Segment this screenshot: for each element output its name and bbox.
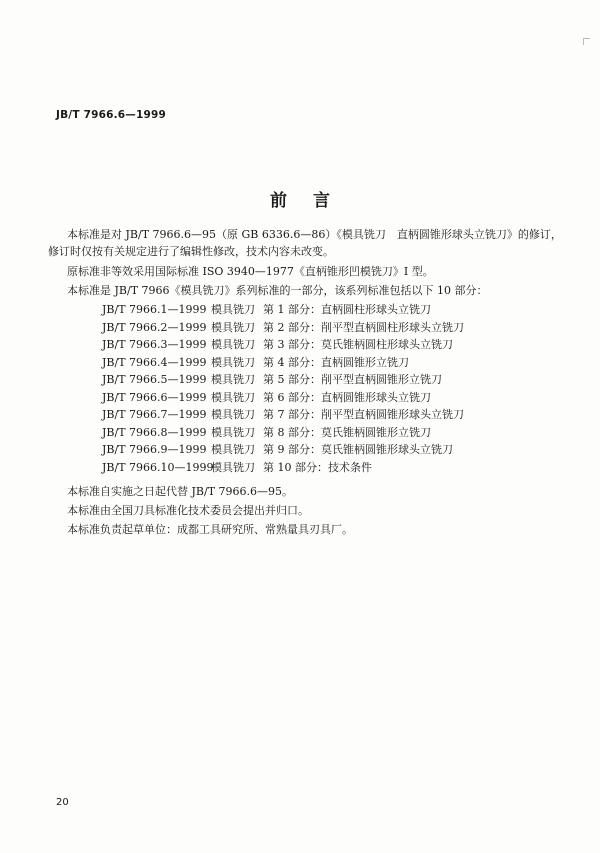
list-item — [102, 319, 464, 337]
part-desc: 第 2 部分：削平型直柄圆柱形球头立铣刀 — [263, 320, 464, 334]
part-code: JB/T 7966.9—1999 — [102, 443, 207, 456]
part-name: 模具铣刀 — [211, 425, 255, 439]
part-code: JB/T 7966.4—1999 — [102, 355, 207, 369]
paragraph-committee: 本标准由全国刀具标准化技术委员会提出并归口。 — [67, 504, 309, 517]
part-desc: 第 3 部分：莫氏锥柄圆柱形球头立铣刀 — [263, 338, 453, 351]
list-item — [102, 336, 464, 354]
list-item — [102, 441, 464, 459]
standard-number: JB/T 7966.6—1999 — [56, 109, 167, 121]
part-code: JB/T 7966.5—1999 — [102, 373, 207, 386]
part-name: 模具铣刀 — [211, 320, 255, 334]
part-desc: 第 6 部分：直柄圆锥形球头立铣刀 — [263, 390, 431, 404]
part-desc: 第 5 部分：削平型直柄圆锥形立铣刀 — [263, 373, 442, 386]
part-name: 模具铣刀 — [211, 373, 255, 386]
paragraph-series-intro: 本标准是 JB/T 7966《模具铣刀》系列标准的一部分，该系列标准包括以下 10 部分： — [67, 284, 488, 297]
paragraph-supersedes: 本标准自实施之日起代替 JB/T 7966.6—95。 — [67, 485, 294, 498]
part-desc: 第 8 部分：莫氏锥柄圆锥形立铣刀 — [263, 425, 431, 439]
part-name: 模具铣刀 — [211, 443, 255, 456]
part-name: 模具铣刀 — [211, 408, 255, 421]
part-name: 模具铣刀 — [211, 390, 255, 404]
part-code: JB/T 7966.3—1999 — [102, 338, 207, 351]
part-code: JB/T 7966.2—1999 — [102, 320, 207, 334]
page-number: 20 — [56, 797, 69, 808]
part-desc: 第 4 部分：直柄圆锥形立铣刀 — [263, 355, 409, 369]
list-item — [102, 424, 464, 442]
part-desc: 第 10 部分：技术条件 — [263, 460, 372, 474]
paragraph-line: 本标准是对 JB/T 7966.6—95（原 GB 6336.6—86）《模具铣刀 直柄圆锥形球头立铣刀》的修订， — [67, 228, 562, 241]
parts-list — [102, 301, 464, 476]
paragraph-drafters: 本标准负责起草单位：成都工具研究所、常熟量具刃具厂。 — [67, 523, 353, 536]
part-code: JB/T 7966.8—1999 — [102, 425, 207, 439]
part-code: JB/T 7966.1—1999 — [102, 303, 207, 316]
part-name: 模具铣刀 — [211, 355, 255, 369]
list-item — [102, 354, 464, 372]
paragraph-iso-reference: 原标准非等效采用国际标准 ISO 3940—1977《直柄锥形凹模铣刀》I 型。 — [67, 265, 434, 278]
list-item — [102, 406, 464, 424]
part-desc: 第 9 部分：莫氏锥柄圆锥形球头立铣刀 — [263, 443, 453, 456]
list-item — [102, 371, 464, 389]
part-name: 模具铣刀 — [211, 338, 255, 351]
part-code: JB/T 7966.7—1999 — [102, 408, 207, 421]
crop-mark — [583, 38, 590, 45]
list-item — [102, 389, 464, 407]
paragraph-line: 修订时仅按有关规定进行了编辑性修改，技术内容未改变。 — [48, 245, 334, 258]
list-item — [102, 459, 464, 477]
paragraph-revision — [48, 226, 567, 260]
list-item — [102, 301, 464, 319]
part-name: 模具铣刀 — [211, 460, 255, 474]
page-title: 前言 — [270, 191, 356, 211]
part-code: JB/T 7966.6—1999 — [102, 390, 207, 404]
part-desc: 第 1 部分：直柄圆柱形球头立铣刀 — [263, 303, 431, 316]
part-desc: 第 7 部分：削平型直柄圆锥形球头立铣刀 — [263, 408, 464, 421]
part-name: 模具铣刀 — [211, 303, 255, 316]
part-code: JB/T 7966.10—1999 — [102, 460, 214, 474]
